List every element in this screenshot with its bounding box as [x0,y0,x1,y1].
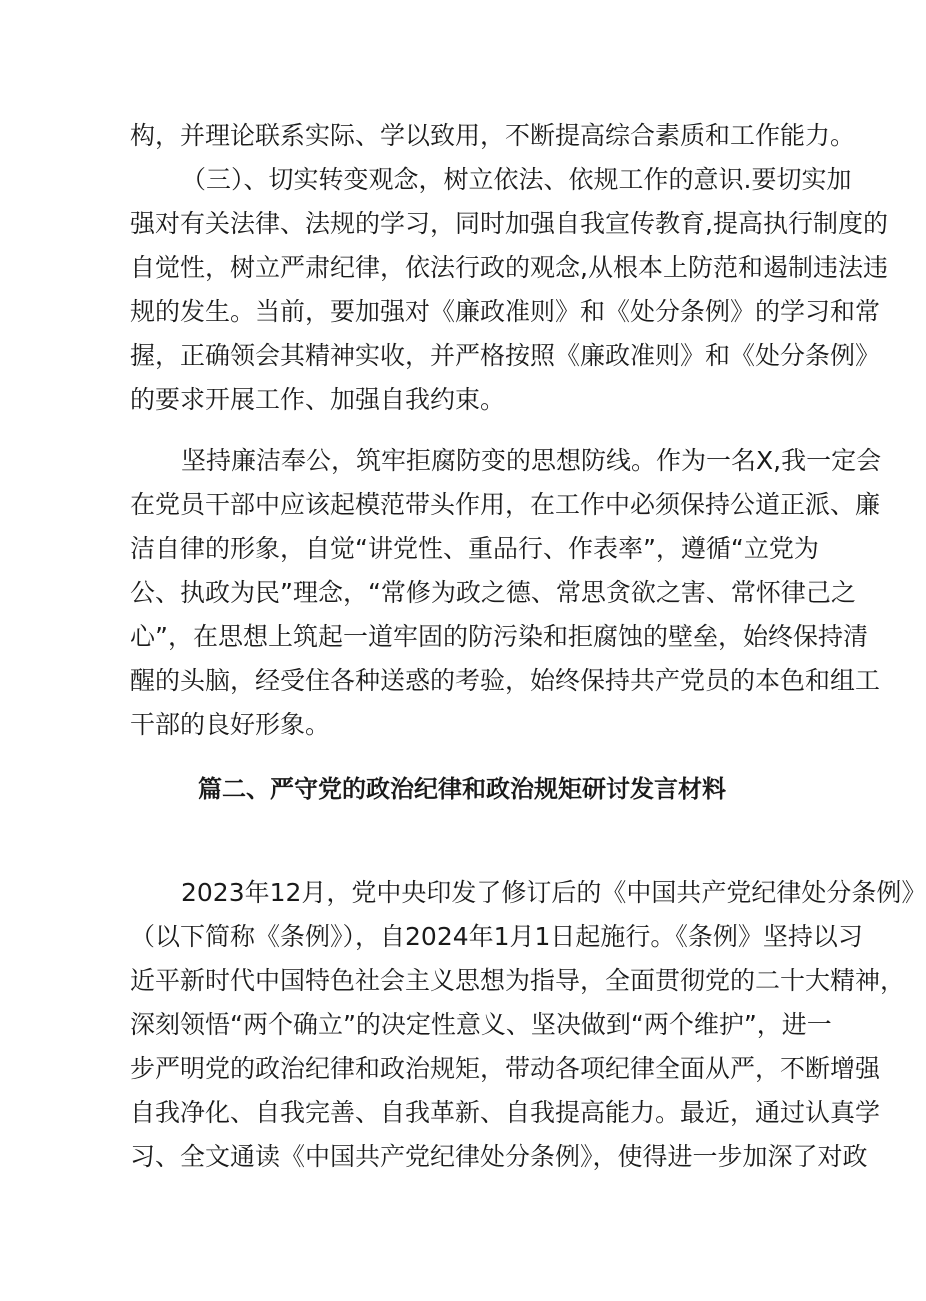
text-line: 干部的良好形象。 [130,710,331,739]
text-line: 握，正确领会其精神实收，并严格按照《廉政准则》和《处分条例》 [130,341,881,370]
text-line: 近平新时代中国特色社会主义思想为指导，全面贯彻党的二十大精神， [130,966,906,995]
text-line: 洁自律的形象，自觉“讲党性、重品行、作表率”，遵循“立党为 [130,534,819,563]
text-line: 心”，在思想上筑起一道牢固的防污染和拒腐蚀的壁垒，始终保持清 [130,622,868,651]
text-line: 在党员干部中应该起模范带头作用，在工作中必须保持公道正派、廉 [130,490,881,519]
text-line: 自觉性，树立严肃纪律，依法行政的观念,从根本上防范和遏制违法违 [130,253,888,282]
text-line: 构，并理论联系实际、学以致用，不断提高综合素质和工作能力。 [130,121,856,150]
text-line: 强对有关法律、法规的学习，同时加强自我宣传教育,提高执行制度的 [130,209,888,238]
text-line: （以下简称《条例》），自2024年1月1日起施行。《条例》坚持以习 [130,922,863,951]
text-line: 公、执政为民”理念，“常修为政之德、常思贪欲之害、常怀律己之 [130,578,856,607]
text-line: 的要求开展工作、加强自我约束。 [130,385,506,414]
text-line: 2023年12月，党中央印发了修订后的《中国共产党纪律处分条例》 [181,878,926,907]
text-line: 步严明党的政治纪律和政治规矩，带动各项纪律全面从严，不断增强 [130,1054,881,1083]
text-line: （三）、切实转变观念，树立依法、依规工作的意识.要切实加 [181,165,852,194]
text-line: 习、全文通读《中国共产党纪律处分条例》，使得进一步加深了对政 [130,1142,868,1171]
text-line: 自我净化、自我完善、自我革新、自我提高能力。最近，通过认真学 [130,1098,881,1127]
text-line: 规的发生。当前，要加强对《廉政准则》和《处分条例》的学习和常 [130,297,881,326]
section-heading: 篇二、严守党的政治纪律和政治规矩研讨发言材料 [198,775,726,803]
text-line: 醒的头脑，经受住各种送惑的考验，始终保持共产党员的本色和组工 [130,666,881,695]
text-line: 坚持廉洁奉公，筑牢拒腐防变的思想防线。作为一名X,我一定会 [181,446,882,475]
text-line: 深刻领悟“两个确立”的决定性意义、坚决做到“两个维护”，进一 [130,1010,832,1039]
